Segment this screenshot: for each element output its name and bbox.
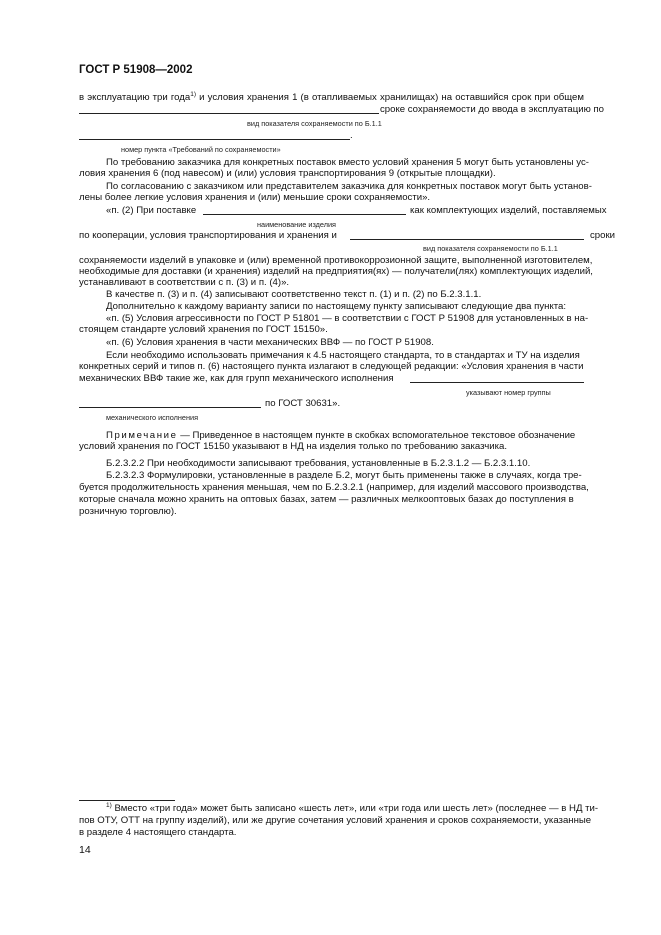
blank-caption: номер пункта «Требований по сохраняемости»: [121, 145, 281, 154]
blank-caption: указывают номер группы: [466, 388, 551, 397]
body-line: устанавливают в соответствии с п. (3) и п. (4)».: [79, 277, 290, 288]
blank-caption: механического исполнения: [106, 413, 199, 422]
text-segment: Вместо «три года» может быть записано «шесть лет», или «три года или шесть лет» (последнее — в НД ти-: [111, 803, 599, 814]
body-line: механических ВВФ такие же, как для групп механического исполнения: [79, 373, 394, 384]
body-line: которые сначала можно хранить на оптовых базах, затем — различных мелкооптовых базах до поступления в: [79, 494, 574, 505]
blank-caption: вид показателя сохраняемости по Б.1.1: [423, 244, 558, 253]
fill-in-blank: [79, 407, 261, 408]
body-line: как комплектующих изделий, поставляемых: [410, 205, 607, 216]
body-line: «п. (6) Условия хранения в части механических ВВФ — по ГОСТ Р 51908.: [106, 337, 434, 348]
document-header: ГОСТ Р 51908—2002: [79, 64, 193, 76]
page-number: 14: [79, 844, 91, 856]
body-line: конкретных серий и типов п. (6) настоящего пункта излагают в следующей редакции: «Условия хранения в части: [79, 361, 584, 372]
footnote-mark: 1): [106, 801, 112, 809]
body-line: Б.2.3.2.2 При необходимости записывают требования, установленные в Б.2.3.1.2 — Б.2.3.1.10.: [106, 458, 531, 469]
footnote-line: в разделе 4 настоящего стандарта.: [79, 827, 237, 838]
body-line: [79, 92, 584, 103]
note-label: Примечание: [106, 430, 178, 441]
text-segment: в эксплуатацию три года: [79, 92, 191, 103]
body-line: Если необходимо использовать примечания к 4.5 настоящего стандарта, то в стандартах и ТУ на изделия: [106, 350, 580, 361]
body-line: необходимые для доставки (и хранения) изделий на предприятия(ях) — получатели(лях) комплектующих изделий,: [79, 266, 593, 277]
blank-caption: наименование изделия: [257, 220, 336, 229]
body-line: сроки: [590, 230, 616, 241]
body-line: По согласованию с заказчиком или представителем заказчика для конкретных поставок могут быть установ-: [106, 181, 592, 192]
body-line: ловия хранения 6 (под навесом) и (или) условия транспортирования 9 (открытые площадки).: [79, 168, 496, 179]
body-line: .: [350, 130, 353, 141]
footnote-ref: 1): [190, 90, 197, 98]
note-line: [106, 430, 575, 441]
body-line: сохраняемости изделий в упаковке и (или) временной противокоррозионной защите, выполненной изготовителем,: [79, 255, 593, 266]
text-segment: — Приведенное в настоящем пункте в скобках вспомогательное текстовое обозначение: [177, 430, 576, 441]
fill-in-blank: [350, 239, 584, 240]
fill-in-blank: [203, 214, 406, 215]
body-line: «п. (5) Условия агрессивности по ГОСТ Р 51801 — в соответствии с ГОСТ Р 51908 для установленных в на-: [106, 313, 589, 324]
body-line: сроке сохраняемости до ввода в эксплуатацию по: [380, 104, 604, 115]
footnote-line: [106, 803, 598, 814]
body-line: лены более легкие условия хранения и (или) меньшие сроки сохраняемости».: [79, 192, 431, 203]
body-line: по ГОСТ 30631».: [265, 398, 341, 409]
body-line: стоящем стандарте условий хранения по ГОСТ 15150».: [79, 324, 328, 335]
text-segment: и условия хранения 1 (в отапливаемых хранилищах) на оставшийся срок при общем: [196, 92, 584, 103]
body-line: Б.2.3.2.3 Формулировки, установленные в разделе Б.2, могут быть применены также в случаях, когда тре-: [106, 470, 582, 481]
fill-in-blank: [410, 382, 584, 383]
body-line: Дополнительно к каждому варианту записи по настоящему пункту записывают следующие два пункта:: [106, 301, 567, 312]
fill-in-blank: [79, 113, 379, 114]
blank-caption: вид показателя сохраняемости по Б.1.1: [247, 119, 382, 128]
note-line: условий хранения по ГОСТ 15150 указывают в НД на изделия только по требованию заказчика.: [79, 441, 508, 452]
footnote-line: пов ОТУ, ОТТ на группу изделий), или же другие сочетания условий хранения и сроков сохраняемости, указанные: [79, 815, 592, 826]
body-line: По требованию заказчика для конкретных поставок вместо условий хранения 5 могут быть установлены ус-: [106, 157, 589, 168]
fill-in-blank: [79, 139, 350, 140]
footnote-separator: [79, 800, 175, 801]
body-line: В качестве п. (3) и п. (4) записывают соответственно текст п. (1) и п. (2) по Б.2.3.1.1.: [106, 289, 482, 300]
body-line: «п. (2) При поставке: [106, 205, 197, 216]
body-line: буется продолжительность хранения меньшая, чем по Б.2.3.2.1 (например, для изделий массового производства,: [79, 482, 589, 493]
body-line: розничную торговлю).: [79, 506, 177, 517]
body-line: по кооперации, условия транспортирования и хранения и: [79, 230, 337, 241]
